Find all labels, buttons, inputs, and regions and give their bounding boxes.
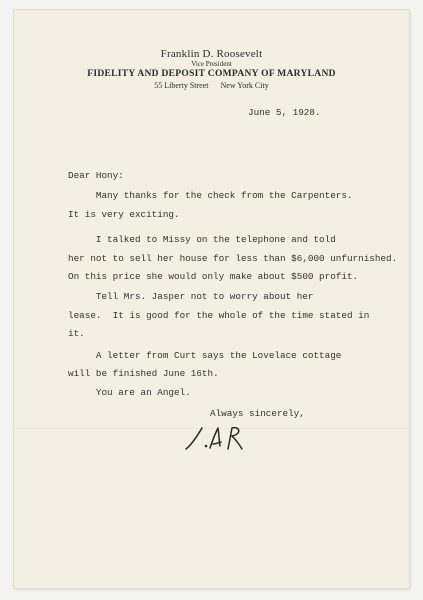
body-line: On this price she would only make about $500 profit.	[68, 271, 359, 282]
body-line: I talked to Missy on the telephone and told	[68, 234, 336, 245]
letterhead-name: Franklin D. Roosevelt	[160, 48, 263, 60]
body-line: It is very exciting.	[68, 209, 180, 220]
body-line: Many thanks for the check from the Carpenters.	[68, 190, 353, 201]
body-line: Tell Mrs. Jasper not to worry about her	[68, 291, 314, 302]
letterhead	[14, 48, 409, 91]
letterhead-street: 55 Liberty Street	[154, 81, 209, 90]
letterhead-title: Vice President	[191, 60, 232, 68]
body-line: You are an Angel.	[68, 387, 191, 398]
body-line: her not to sell her house for less than $6,000 unfurnished.	[68, 253, 398, 264]
letterhead-company: FIDELITY AND DEPOSIT COMPANY OF MARYLAND	[87, 69, 336, 79]
letter-salutation: Dear Hony:	[68, 170, 124, 181]
letter-page	[14, 10, 409, 588]
handwritten-signature	[182, 422, 244, 452]
body-line: A letter from Curt says the Lovelace cottage	[68, 350, 342, 361]
letter-date: June 5, 1928.	[248, 107, 321, 118]
body-line: lease. It is good for the whole of the time stated in	[68, 310, 370, 321]
body-line: will be finished June 16th.	[68, 368, 219, 379]
letter-closing: Always sincerely,	[210, 408, 305, 419]
letterhead-city: New York City	[220, 81, 269, 90]
body-line: it.	[68, 328, 85, 339]
letterhead-address	[14, 80, 409, 91]
